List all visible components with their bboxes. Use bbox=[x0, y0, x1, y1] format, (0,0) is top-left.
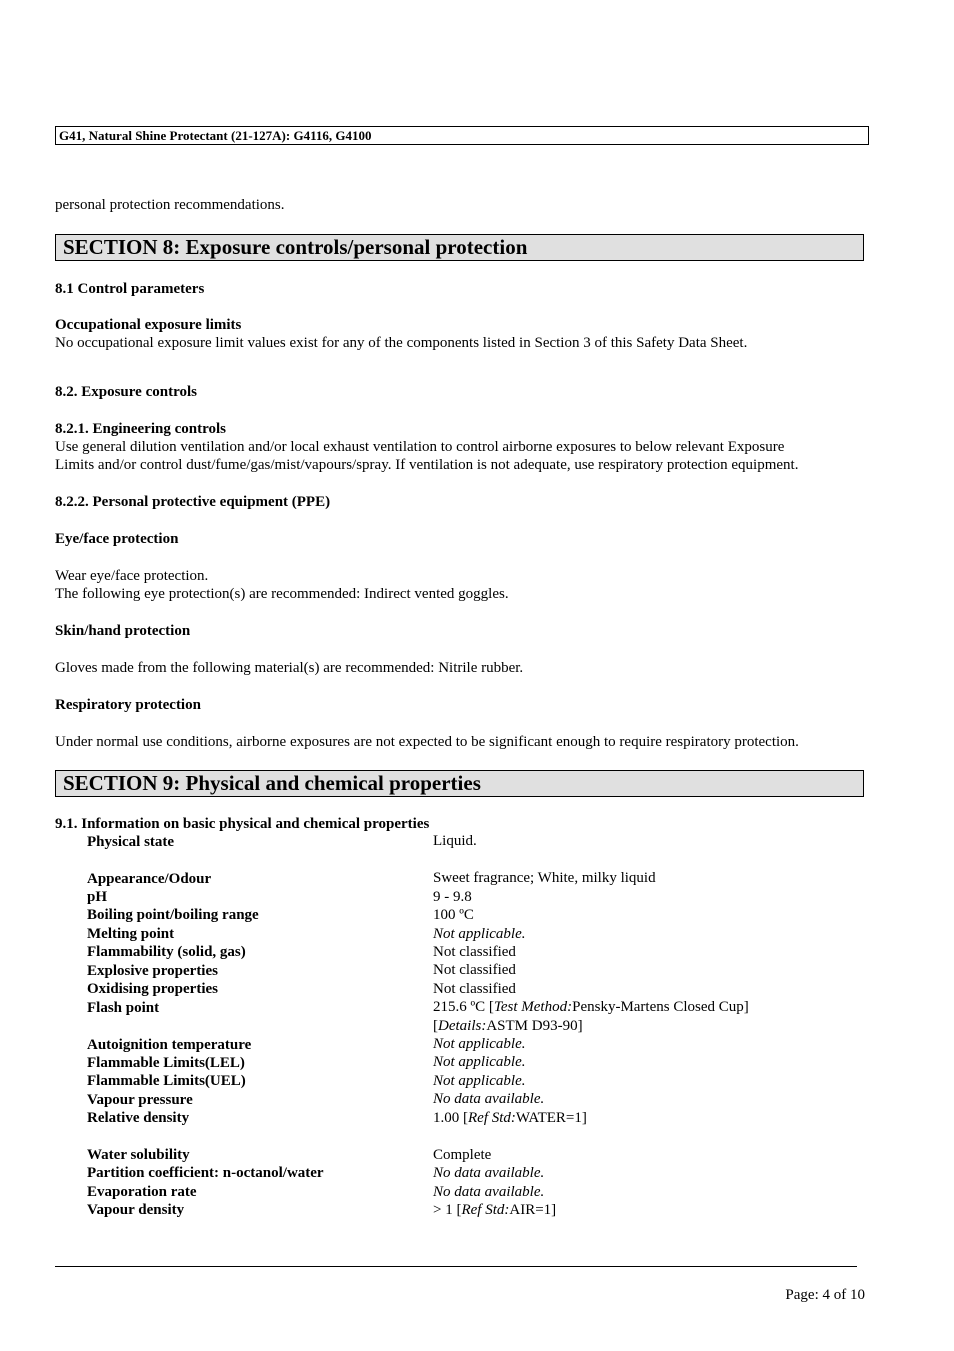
property-label: Flammable Limits(LEL) bbox=[87, 1055, 245, 1071]
property-label: Partition coefficient: n-octanol/water bbox=[87, 1165, 324, 1181]
oel-text: No occupational exposure limit values exist for any of the components listed in Section 3 of this Safety Data Sheet. bbox=[55, 335, 748, 351]
property-value: No data available. bbox=[433, 1184, 545, 1200]
property-value-continuation bbox=[433, 1017, 583, 1035]
property-value: Not classified bbox=[433, 944, 516, 960]
property-label: Explosive properties bbox=[87, 963, 218, 979]
footer-divider bbox=[55, 1266, 857, 1267]
property-value: Not classified bbox=[433, 962, 516, 978]
property-value bbox=[433, 1201, 556, 1219]
property-value: Complete bbox=[433, 1147, 492, 1163]
value-prefix: 1.00 [ bbox=[433, 1110, 468, 1126]
property-label: Relative density bbox=[87, 1110, 190, 1126]
eye-protection-line-1: Wear eye/face protection. bbox=[55, 568, 209, 584]
value-prefix: 215.6 ºC [ bbox=[433, 999, 494, 1015]
exposure-controls-heading: 8.2. Exposure controls bbox=[55, 384, 197, 400]
property-value: No data available. bbox=[433, 1165, 545, 1181]
property-value: Sweet fragrance; White, milky liquid bbox=[433, 870, 656, 886]
property-label: Flash point bbox=[87, 1000, 160, 1016]
property-value: No data available. bbox=[433, 1091, 545, 1107]
property-label: Physical state bbox=[87, 834, 175, 850]
property-value bbox=[433, 1109, 587, 1127]
section-9-title: SECTION 9: Physical and chemical properties bbox=[55, 770, 864, 797]
property-value: 100 ºC bbox=[433, 907, 474, 923]
property-label: Water solubility bbox=[87, 1147, 190, 1163]
ref-std-label: Ref Std: bbox=[461, 1202, 510, 1218]
skin-protection-text: Gloves made from the following material(s) are recommended: Nitrile rubber. bbox=[55, 660, 524, 676]
oel-heading: Occupational exposure limits bbox=[55, 317, 242, 333]
section-8-title: SECTION 8: Exposure controls/personal protection bbox=[55, 234, 864, 261]
engineering-controls-heading: 8.2.1. Engineering controls bbox=[55, 421, 226, 437]
eye-protection-line-2: The following eye protection(s) are recommended: Indirect vented goggles. bbox=[55, 586, 509, 602]
ref-std-value: AIR=1] bbox=[509, 1202, 557, 1218]
continuation-text: personal protection recommendations. bbox=[55, 197, 285, 213]
details-prefix: [ bbox=[433, 1018, 438, 1034]
property-label: Appearance/Odour bbox=[87, 871, 212, 887]
respiratory-protection-text: Under normal use conditions, airborne exposures are not expected to be significant enough to require respiratory protection. bbox=[55, 734, 799, 750]
details-value: ASTM D93-90] bbox=[486, 1018, 583, 1034]
property-value: Liquid. bbox=[433, 833, 477, 849]
page-number: Page: 4 of 10 bbox=[785, 1287, 865, 1303]
property-label: Oxidising properties bbox=[87, 981, 218, 997]
details-label: Details: bbox=[438, 1018, 487, 1034]
property-label: Evaporation rate bbox=[87, 1184, 197, 1200]
property-label: Vapour density bbox=[87, 1202, 185, 1218]
property-label: pH bbox=[87, 889, 108, 905]
ppe-heading: 8.2.2. Personal protective equipment (PPE) bbox=[55, 494, 331, 510]
value-prefix: > 1 [ bbox=[433, 1202, 462, 1218]
property-value bbox=[433, 998, 749, 1016]
property-value: Not applicable. bbox=[433, 1054, 526, 1070]
property-value: Not applicable. bbox=[433, 1036, 526, 1052]
property-label: Flammability (solid, gas) bbox=[87, 944, 246, 960]
test-method-value: Pensky-Martens Closed Cup] bbox=[572, 999, 749, 1015]
property-value: Not applicable. bbox=[433, 926, 526, 942]
engineering-controls-line-2: Limits and/or control dust/fume/gas/mist/vapours/spray. If ventilation is not adequate, use respiratory protection equipment. bbox=[55, 457, 799, 473]
property-label: Vapour pressure bbox=[87, 1092, 193, 1108]
property-label: Flammable Limits(UEL) bbox=[87, 1073, 246, 1089]
respiratory-protection-heading: Respiratory protection bbox=[55, 697, 201, 713]
document-header: G41, Natural Shine Protectant (21-127A): G4116, G4100 bbox=[55, 126, 869, 145]
property-label: Autoignition temperature bbox=[87, 1037, 252, 1053]
property-value: Not applicable. bbox=[433, 1073, 526, 1089]
property-value: 9 - 9.8 bbox=[433, 889, 472, 905]
engineering-controls-line-1: Use general dilution ventilation and/or local exhaust ventilation to control airborne exposures to below relevant Exposure bbox=[55, 439, 785, 455]
property-label: Melting point bbox=[87, 926, 175, 942]
property-value: Not classified bbox=[433, 981, 516, 997]
control-parameters-heading: 8.1 Control parameters bbox=[55, 281, 205, 297]
skin-protection-heading: Skin/hand protection bbox=[55, 623, 191, 639]
property-label: Boiling point/boiling range bbox=[87, 907, 259, 923]
test-method-label: Test Method: bbox=[493, 999, 573, 1015]
ref-std-value: WATER=1] bbox=[515, 1110, 587, 1126]
eye-protection-heading: Eye/face protection bbox=[55, 531, 179, 547]
ref-std-label: Ref Std: bbox=[468, 1110, 516, 1126]
basic-properties-heading: 9.1. Information on basic physical and chemical properties bbox=[55, 816, 430, 832]
